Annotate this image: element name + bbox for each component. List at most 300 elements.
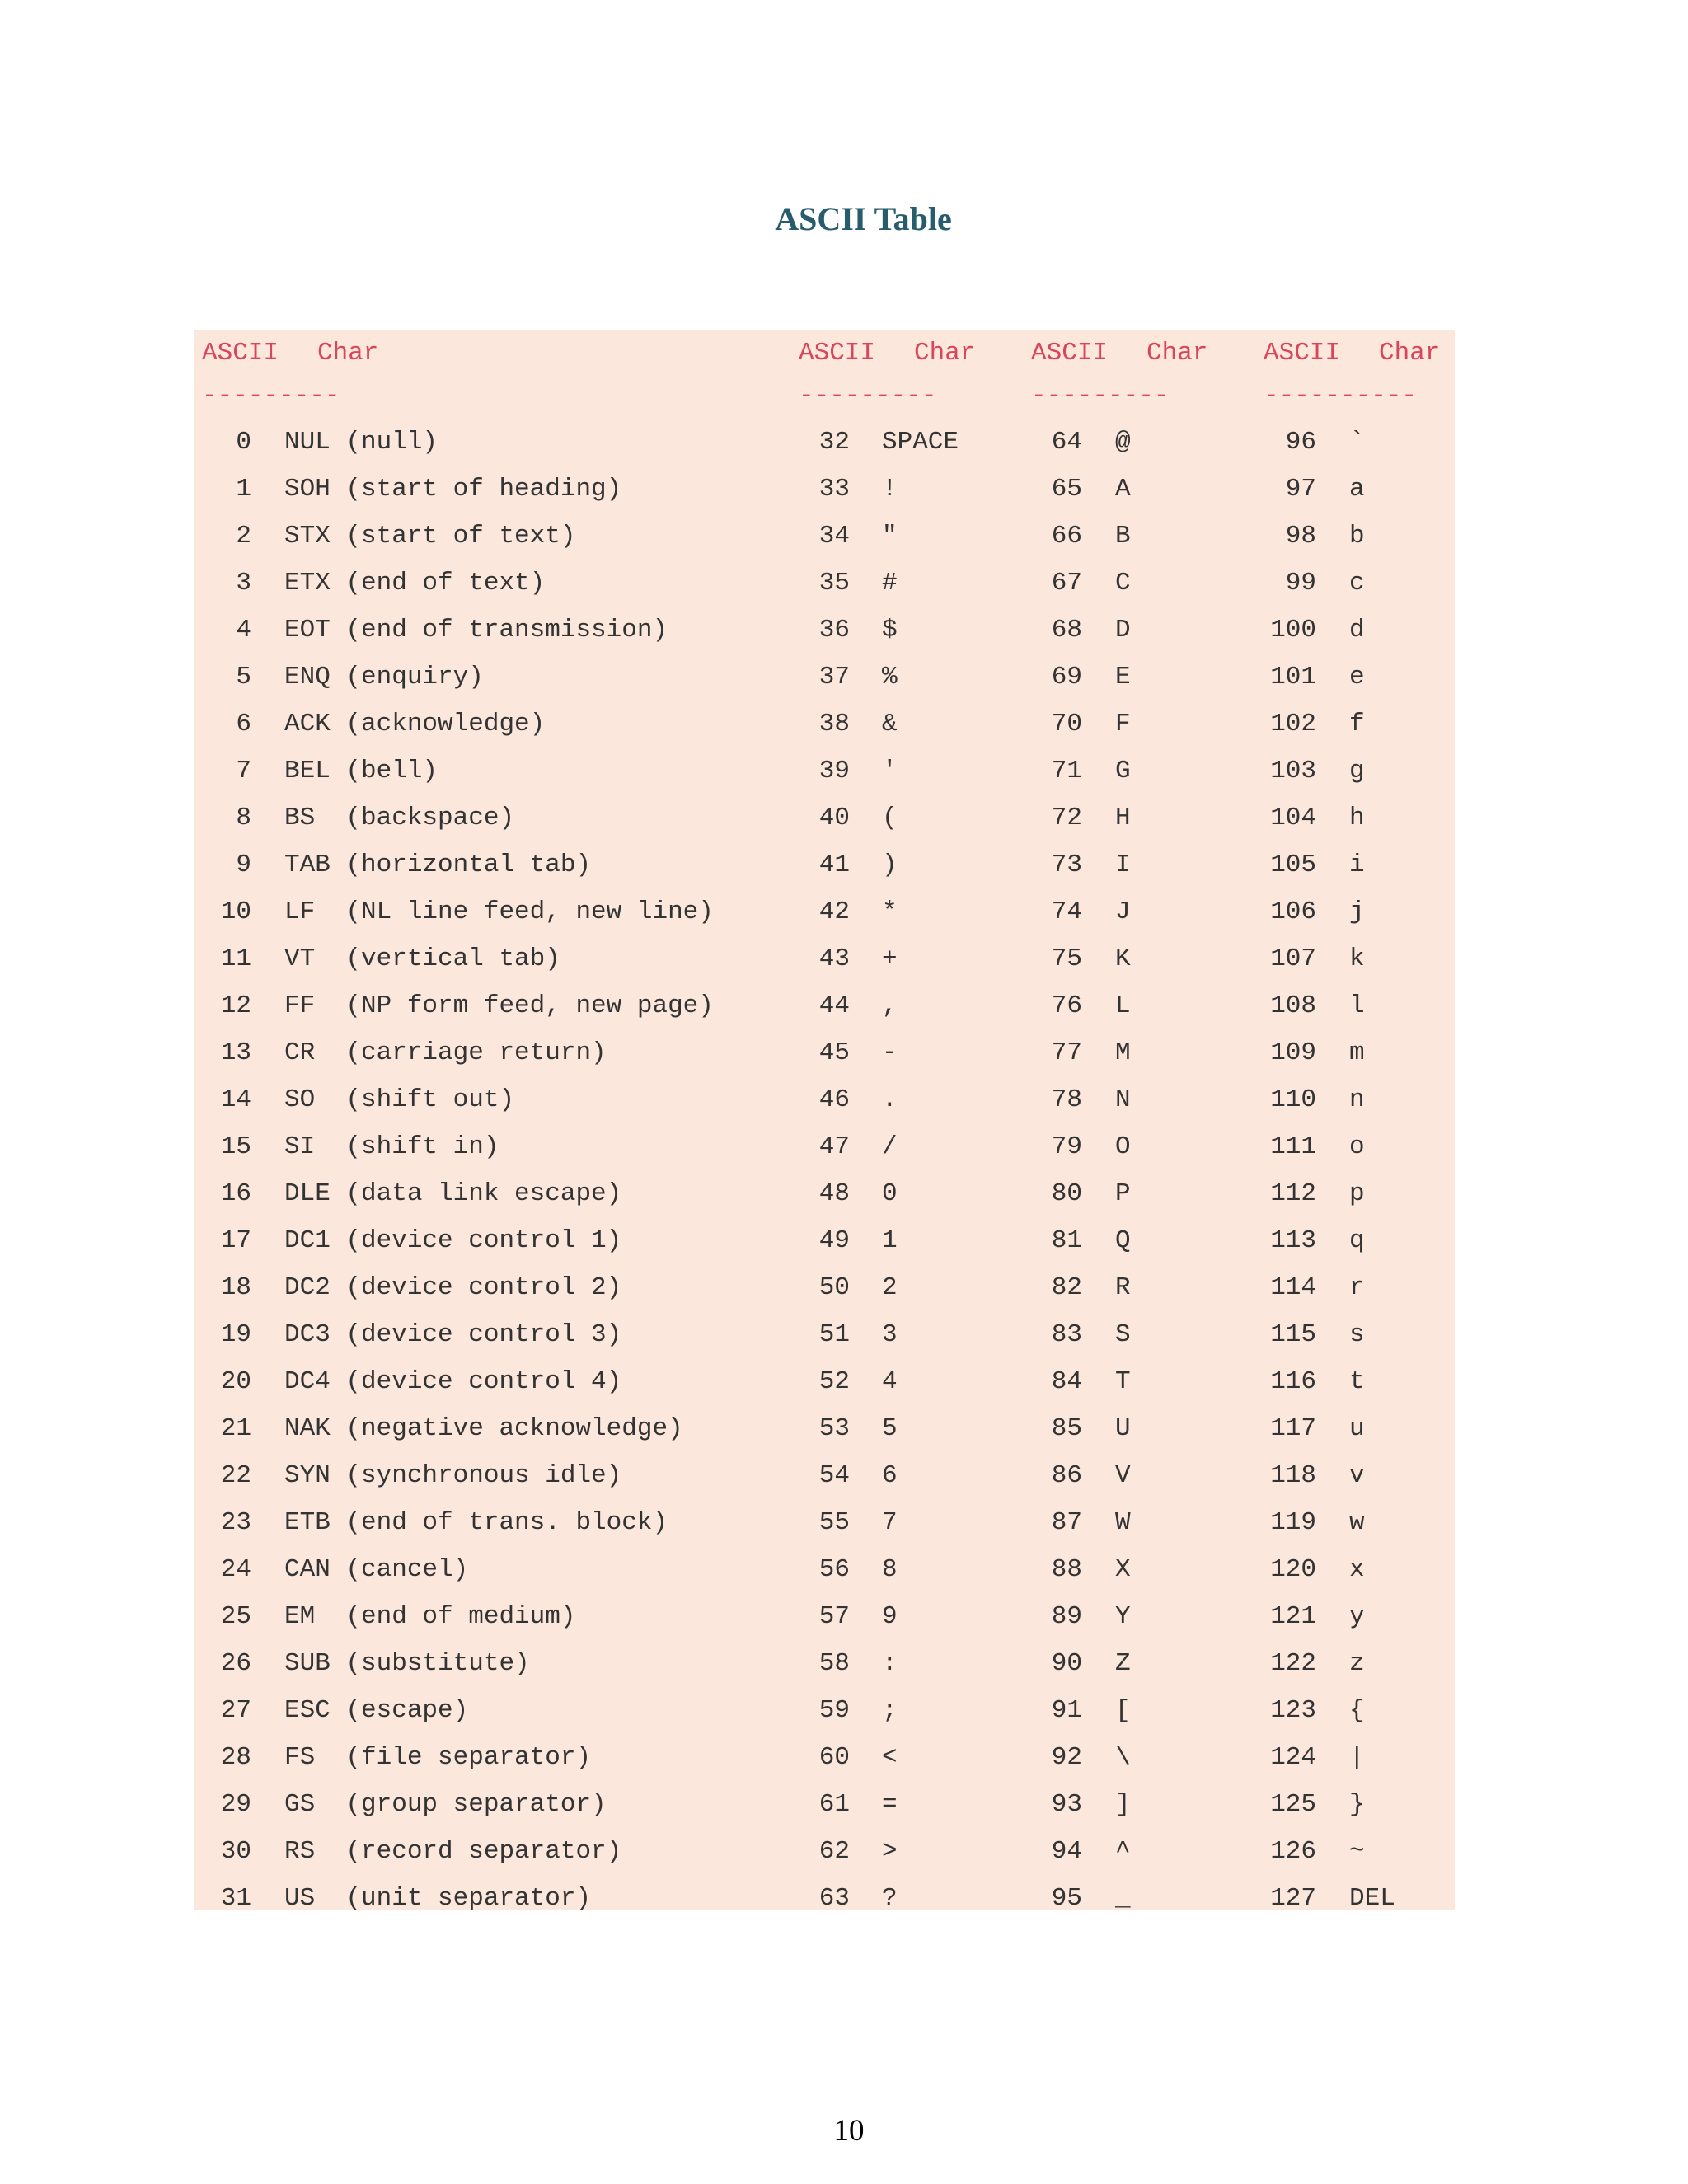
- ascii-char: -: [882, 1038, 898, 1067]
- header-code-label: ASCII: [1264, 339, 1341, 368]
- ascii-code: 42: [818, 898, 850, 926]
- ascii-char: N: [1115, 1085, 1131, 1114]
- table-row: [194, 1640, 1455, 1687]
- ascii-code: 67: [1051, 569, 1082, 598]
- ascii-char: 1: [882, 1226, 898, 1255]
- table-row: [194, 1875, 1455, 1922]
- ascii-code: 23: [220, 1508, 251, 1537]
- ascii-code: 53: [818, 1414, 850, 1443]
- ascii-code: 80: [1051, 1179, 1082, 1208]
- ascii-char: ): [882, 851, 898, 879]
- ascii-code: 95: [1051, 1884, 1082, 1913]
- ascii-char: l: [1349, 991, 1365, 1020]
- ascii-code: 63: [818, 1884, 850, 1913]
- ascii-char: 7: [882, 1508, 898, 1537]
- ascii-char: RS (record separator): [284, 1837, 622, 1866]
- ascii-char: B: [1115, 522, 1131, 551]
- header-code-label: ASCII: [202, 339, 279, 368]
- ascii-char: H: [1115, 804, 1131, 832]
- ascii-char: DC3 (device control 3): [284, 1320, 622, 1349]
- ascii-char: 8: [882, 1555, 898, 1584]
- ascii-char: A: [1115, 475, 1131, 504]
- ascii-char: v: [1349, 1461, 1365, 1490]
- table-row: [194, 748, 1455, 794]
- ascii-code: 87: [1051, 1508, 1082, 1537]
- ascii-char: u: [1349, 1414, 1365, 1443]
- ascii-char: t: [1349, 1367, 1365, 1396]
- ascii-code: 57: [818, 1602, 850, 1631]
- ascii-code: 62: [818, 1837, 850, 1866]
- header-char-label: Char: [1146, 339, 1208, 368]
- ascii-code: 86: [1051, 1461, 1082, 1490]
- ascii-char: y: [1349, 1602, 1365, 1631]
- ascii-code: 29: [220, 1790, 251, 1819]
- ascii-char: j: [1349, 898, 1365, 926]
- ascii-code: 68: [1051, 616, 1082, 644]
- table-row: [194, 1029, 1455, 1076]
- ascii-char: h: [1349, 804, 1365, 832]
- ascii-char: SPACE: [882, 428, 959, 457]
- ascii-char: LF (NL line feed, new line): [284, 898, 714, 926]
- table-row: [194, 1593, 1455, 1640]
- ascii-code: 118: [1270, 1461, 1316, 1490]
- ascii-char: G: [1115, 757, 1131, 785]
- ascii-code: 59: [818, 1696, 850, 1725]
- ascii-char: ;: [882, 1696, 898, 1725]
- table-row: [194, 1076, 1455, 1123]
- ascii-char: CAN (cancel): [284, 1555, 469, 1584]
- ascii-code: 27: [220, 1696, 251, 1725]
- ascii-code: 26: [220, 1649, 251, 1678]
- table-row: [194, 1358, 1455, 1405]
- ascii-code: 93: [1051, 1790, 1082, 1819]
- ascii-char: R: [1115, 1273, 1131, 1302]
- ascii-char: `: [1349, 428, 1365, 457]
- table-row: [194, 888, 1455, 935]
- ascii-code: 122: [1270, 1649, 1316, 1678]
- ascii-char: X: [1115, 1555, 1131, 1584]
- ascii-code: 108: [1270, 991, 1316, 1020]
- ascii-char: ]: [1115, 1790, 1131, 1819]
- ascii-char: W: [1115, 1508, 1131, 1537]
- page-title: ASCII Table: [775, 200, 952, 237]
- ascii-code: 45: [818, 1038, 850, 1067]
- ascii-char: E: [1115, 663, 1131, 691]
- ascii-char: x: [1349, 1555, 1365, 1584]
- ascii-code: 35: [818, 569, 850, 598]
- ascii-code: 124: [1270, 1743, 1316, 1772]
- table-row: [194, 1217, 1455, 1264]
- ascii-char: m: [1349, 1038, 1365, 1067]
- table-row: [194, 1123, 1455, 1170]
- table-row: [194, 1170, 1455, 1217]
- header-rule-dashes: ---------: [202, 382, 340, 410]
- header-code-label: ASCII: [1031, 339, 1109, 368]
- ascii-char: p: [1349, 1179, 1365, 1208]
- ascii-code: 0: [236, 428, 251, 457]
- ascii-code: 16: [220, 1179, 251, 1208]
- ascii-code: 126: [1270, 1837, 1316, 1866]
- ascii-code: 105: [1270, 851, 1316, 879]
- ascii-char: <: [882, 1743, 898, 1772]
- table-row: [194, 1781, 1455, 1828]
- ascii-code: 78: [1051, 1085, 1082, 1114]
- ascii-char: w: [1349, 1508, 1365, 1537]
- ascii-char: T: [1115, 1367, 1131, 1396]
- table-row: [194, 794, 1455, 841]
- header-rule-dashes: ---------: [1031, 382, 1170, 410]
- ascii-char: e: [1349, 663, 1365, 691]
- ascii-char: P: [1115, 1179, 1131, 1208]
- ascii-code: 100: [1270, 616, 1316, 644]
- ascii-code: 83: [1051, 1320, 1082, 1349]
- ascii-code: 24: [220, 1555, 251, 1584]
- ascii-char: DC2 (device control 2): [284, 1273, 622, 1302]
- ascii-code: 111: [1270, 1132, 1316, 1161]
- table-row: [194, 1405, 1455, 1452]
- ascii-code: 85: [1051, 1414, 1082, 1443]
- ascii-char: |: [1349, 1743, 1365, 1772]
- ascii-code: 52: [818, 1367, 850, 1396]
- ascii-code: 46: [818, 1085, 850, 1114]
- ascii-code: 110: [1270, 1085, 1316, 1114]
- ascii-code: 99: [1285, 569, 1316, 598]
- ascii-code: 97: [1285, 475, 1316, 504]
- ascii-char: %: [882, 663, 898, 691]
- table-header-row: [194, 330, 1455, 377]
- ascii-code: 70: [1051, 710, 1082, 738]
- ascii-code: 51: [818, 1320, 850, 1349]
- ascii-char: 2: [882, 1273, 898, 1302]
- ascii-char: Y: [1115, 1602, 1131, 1631]
- ascii-char: K: [1115, 944, 1131, 973]
- ascii-char: ?: [882, 1884, 898, 1913]
- ascii-char: TAB (horizontal tab): [284, 851, 592, 879]
- ascii-code: 47: [818, 1132, 850, 1161]
- ascii-char: r: [1349, 1273, 1365, 1302]
- ascii-code: 1: [236, 475, 251, 504]
- ascii-code: 106: [1270, 898, 1316, 926]
- ascii-char: 9: [882, 1602, 898, 1631]
- ascii-code: 89: [1051, 1602, 1082, 1631]
- table-row: [194, 466, 1455, 513]
- ascii-code: 125: [1270, 1790, 1316, 1819]
- ascii-code: 30: [220, 1837, 251, 1866]
- ascii-char: 3: [882, 1320, 898, 1349]
- ascii-code: 13: [220, 1038, 251, 1067]
- ascii-char: U: [1115, 1414, 1131, 1443]
- ascii-char: &: [882, 710, 898, 738]
- page-number: 10: [833, 2114, 865, 2148]
- ascii-code: 98: [1285, 522, 1316, 551]
- ascii-code: 28: [220, 1743, 251, 1772]
- header-rule-dashes: ---------: [799, 382, 937, 410]
- ascii-char: SO (shift out): [284, 1085, 515, 1114]
- ascii-code: 50: [818, 1273, 850, 1302]
- ascii-char: ACK (acknowledge): [284, 710, 546, 738]
- table-row: [194, 1499, 1455, 1546]
- ascii-char: f: [1349, 710, 1365, 738]
- ascii-code: 11: [220, 944, 251, 973]
- ascii-code: 72: [1051, 804, 1082, 832]
- ascii-char: SI (shift in): [284, 1132, 499, 1161]
- ascii-code: 117: [1270, 1414, 1316, 1443]
- table-row: [194, 607, 1455, 654]
- ascii-code: 92: [1051, 1743, 1082, 1772]
- ascii-code: 127: [1270, 1884, 1316, 1913]
- ascii-code: 9: [236, 851, 251, 879]
- ascii-char: ": [882, 522, 898, 551]
- ascii-char: DEL: [1349, 1884, 1395, 1913]
- ascii-code: 103: [1270, 757, 1316, 785]
- ascii-char: #: [882, 569, 898, 598]
- ascii-code: 12: [220, 991, 251, 1020]
- ascii-code: 65: [1051, 475, 1082, 504]
- ascii-code: 77: [1051, 1038, 1082, 1067]
- ascii-code: 116: [1270, 1367, 1316, 1396]
- ascii-code: 4: [236, 616, 251, 644]
- header-code-label: ASCII: [799, 339, 876, 368]
- ascii-char: BS (backspace): [284, 804, 515, 832]
- ascii-code: 8: [236, 804, 251, 832]
- ascii-char: SOH (start of heading): [284, 475, 622, 504]
- ascii-code: 121: [1270, 1602, 1316, 1631]
- ascii-char: NAK (negative acknowledge): [284, 1414, 683, 1443]
- ascii-code: 54: [818, 1461, 850, 1490]
- ascii-char: Q: [1115, 1226, 1131, 1255]
- ascii-char: 5: [882, 1414, 898, 1443]
- ascii-char: o: [1349, 1132, 1365, 1161]
- ascii-code: 88: [1051, 1555, 1082, 1584]
- ascii-char: ENQ (enquiry): [284, 663, 484, 691]
- ascii-char: @: [1115, 428, 1131, 457]
- ascii-char: FF (NP form feed, new page): [284, 991, 714, 1020]
- ascii-code: 43: [818, 944, 850, 973]
- ascii-code: 36: [818, 616, 850, 644]
- ascii-code: 17: [220, 1226, 251, 1255]
- ascii-code: 3: [236, 569, 251, 598]
- ascii-code: 120: [1270, 1555, 1316, 1584]
- ascii-char: EM (end of medium): [284, 1602, 576, 1631]
- ascii-char: ESC (escape): [284, 1696, 469, 1725]
- table-row: [194, 1687, 1455, 1734]
- ascii-char: .: [882, 1085, 898, 1114]
- ascii-code: 33: [818, 475, 850, 504]
- ascii-code: 49: [818, 1226, 850, 1255]
- ascii-code: 90: [1051, 1649, 1082, 1678]
- ascii-char: J: [1115, 898, 1131, 926]
- ascii-char: (: [882, 804, 898, 832]
- table-row: [194, 513, 1455, 560]
- ascii-code: 64: [1051, 428, 1082, 457]
- ascii-code: 113: [1270, 1226, 1316, 1255]
- ascii-char: ~: [1349, 1837, 1365, 1866]
- ascii-char: ,: [882, 991, 898, 1020]
- ascii-code: 60: [818, 1743, 850, 1772]
- ascii-code: 55: [818, 1508, 850, 1537]
- ascii-char: /: [882, 1132, 898, 1161]
- ascii-code: 18: [220, 1273, 251, 1302]
- ascii-char: b: [1349, 522, 1365, 551]
- ascii-char: z: [1349, 1649, 1365, 1678]
- ascii-char: c: [1349, 569, 1365, 598]
- ascii-char: \: [1115, 1743, 1131, 1772]
- ascii-char: DC1 (device control 1): [284, 1226, 622, 1255]
- ascii-code: 48: [818, 1179, 850, 1208]
- ascii-code: 56: [818, 1555, 850, 1584]
- ascii-char: CR (carriage return): [284, 1038, 607, 1067]
- ascii-char: NUL (null): [284, 428, 438, 457]
- ascii-code: 5: [236, 663, 251, 691]
- ascii-char: 0: [882, 1179, 898, 1208]
- table-row: [194, 1264, 1455, 1311]
- ascii-code: 115: [1270, 1320, 1316, 1349]
- ascii-char: GS (group separator): [284, 1790, 607, 1819]
- header-char-label: Char: [1379, 339, 1441, 368]
- ascii-char: L: [1115, 991, 1131, 1020]
- ascii-code: 31: [220, 1884, 251, 1913]
- ascii-char: ETX (end of text): [284, 569, 546, 598]
- ascii-code: 82: [1051, 1273, 1082, 1302]
- ascii-char: !: [882, 475, 898, 504]
- ascii-char: DLE (data link escape): [284, 1179, 622, 1208]
- ascii-code: 109: [1270, 1038, 1316, 1067]
- ascii-char: I: [1115, 851, 1131, 879]
- ascii-char: $: [882, 616, 898, 644]
- ascii-code: 96: [1285, 428, 1316, 457]
- ascii-code: 76: [1051, 991, 1082, 1020]
- header-char-label: Char: [317, 339, 379, 368]
- ascii-char: a: [1349, 475, 1365, 504]
- ascii-char: *: [882, 898, 898, 926]
- ascii-code: 32: [818, 428, 850, 457]
- ascii-code: 94: [1051, 1837, 1082, 1866]
- table-row: [194, 1452, 1455, 1499]
- ascii-code: 34: [818, 522, 850, 551]
- ascii-char: O: [1115, 1132, 1131, 1161]
- ascii-char: _: [1115, 1884, 1131, 1913]
- ascii-char: C: [1115, 569, 1131, 598]
- ascii-code: 79: [1051, 1132, 1082, 1161]
- ascii-char: :: [882, 1649, 898, 1678]
- ascii-code: 41: [818, 851, 850, 879]
- ascii-char: ETB (end of trans. block): [284, 1508, 668, 1537]
- ascii-code: 19: [220, 1320, 251, 1349]
- table-row: [194, 841, 1455, 888]
- ascii-code: 74: [1051, 898, 1082, 926]
- table-row: [194, 1734, 1455, 1781]
- ascii-char: US (unit separator): [284, 1884, 592, 1913]
- table-row: [194, 1311, 1455, 1358]
- ascii-code: 69: [1051, 663, 1082, 691]
- ascii-code: 81: [1051, 1226, 1082, 1255]
- ascii-code: 58: [818, 1649, 850, 1678]
- ascii-code: 112: [1270, 1179, 1316, 1208]
- ascii-char: FS (file separator): [284, 1743, 592, 1772]
- ascii-char: D: [1115, 616, 1131, 644]
- ascii-code: 73: [1051, 851, 1082, 879]
- ascii-char: ': [882, 757, 898, 785]
- ascii-code: 104: [1270, 804, 1316, 832]
- ascii-char: g: [1349, 757, 1365, 785]
- ascii-code: 38: [818, 710, 850, 738]
- ascii-char: q: [1349, 1226, 1365, 1255]
- table-row: [194, 1828, 1455, 1875]
- ascii-code: 25: [220, 1602, 251, 1631]
- ascii-char: =: [882, 1790, 898, 1819]
- ascii-code: 75: [1051, 944, 1082, 973]
- ascii-char: n: [1349, 1085, 1365, 1114]
- ascii-char: BEL (bell): [284, 757, 438, 785]
- ascii-table: [194, 330, 1455, 1913]
- ascii-char: ^: [1115, 1837, 1131, 1866]
- ascii-code: 107: [1270, 944, 1316, 973]
- ascii-code: 6: [236, 710, 251, 738]
- ascii-char: M: [1115, 1038, 1131, 1067]
- ascii-char: STX (start of text): [284, 522, 576, 551]
- ascii-code: 66: [1051, 522, 1082, 551]
- ascii-char: k: [1349, 944, 1365, 973]
- ascii-char: V: [1115, 1461, 1131, 1490]
- ascii-code: 20: [220, 1367, 251, 1396]
- ascii-code: 22: [220, 1461, 251, 1490]
- ascii-code: 10: [220, 898, 251, 926]
- ascii-code: 37: [818, 663, 850, 691]
- ascii-char: 4: [882, 1367, 898, 1396]
- ascii-char: 6: [882, 1461, 898, 1490]
- ascii-code: 71: [1051, 757, 1082, 785]
- ascii-code: 14: [220, 1085, 251, 1114]
- ascii-char: d: [1349, 616, 1365, 644]
- ascii-code: 114: [1270, 1273, 1316, 1302]
- ascii-char: F: [1115, 710, 1131, 738]
- ascii-char: s: [1349, 1320, 1365, 1349]
- ascii-char: Z: [1115, 1649, 1131, 1678]
- header-char-label: Char: [914, 339, 976, 368]
- table-row: [194, 935, 1455, 982]
- ascii-code: 15: [220, 1132, 251, 1161]
- ascii-code: 44: [818, 991, 850, 1020]
- table-row: [194, 560, 1455, 607]
- ascii-char: +: [882, 944, 898, 973]
- ascii-code: 7: [236, 757, 251, 785]
- ascii-code: 39: [818, 757, 850, 785]
- ascii-code: 91: [1051, 1696, 1082, 1725]
- ascii-char: >: [882, 1837, 898, 1866]
- table-row: [194, 982, 1455, 1029]
- ascii-code: 21: [220, 1414, 251, 1443]
- ascii-code: 119: [1270, 1508, 1316, 1537]
- ascii-char: VT (vertical tab): [284, 944, 560, 973]
- table-header-rule: [194, 373, 1455, 419]
- ascii-char: i: [1349, 851, 1365, 879]
- ascii-char: DC4 (device control 4): [284, 1367, 622, 1396]
- ascii-code: 61: [818, 1790, 850, 1819]
- table-row: [194, 419, 1455, 466]
- ascii-char: [: [1115, 1696, 1131, 1725]
- header-rule-dashes: ----------: [1264, 382, 1418, 410]
- table-row: [194, 654, 1455, 701]
- ascii-char: SYN (synchronous idle): [284, 1461, 622, 1490]
- ascii-code: 84: [1051, 1367, 1082, 1396]
- ascii-code: 2: [236, 522, 251, 551]
- ascii-code: 40: [818, 804, 850, 832]
- ascii-char: S: [1115, 1320, 1131, 1349]
- ascii-char: }: [1349, 1790, 1365, 1819]
- ascii-code: 123: [1270, 1696, 1316, 1725]
- ascii-char: EOT (end of transmission): [284, 616, 668, 644]
- table-row: [194, 701, 1455, 748]
